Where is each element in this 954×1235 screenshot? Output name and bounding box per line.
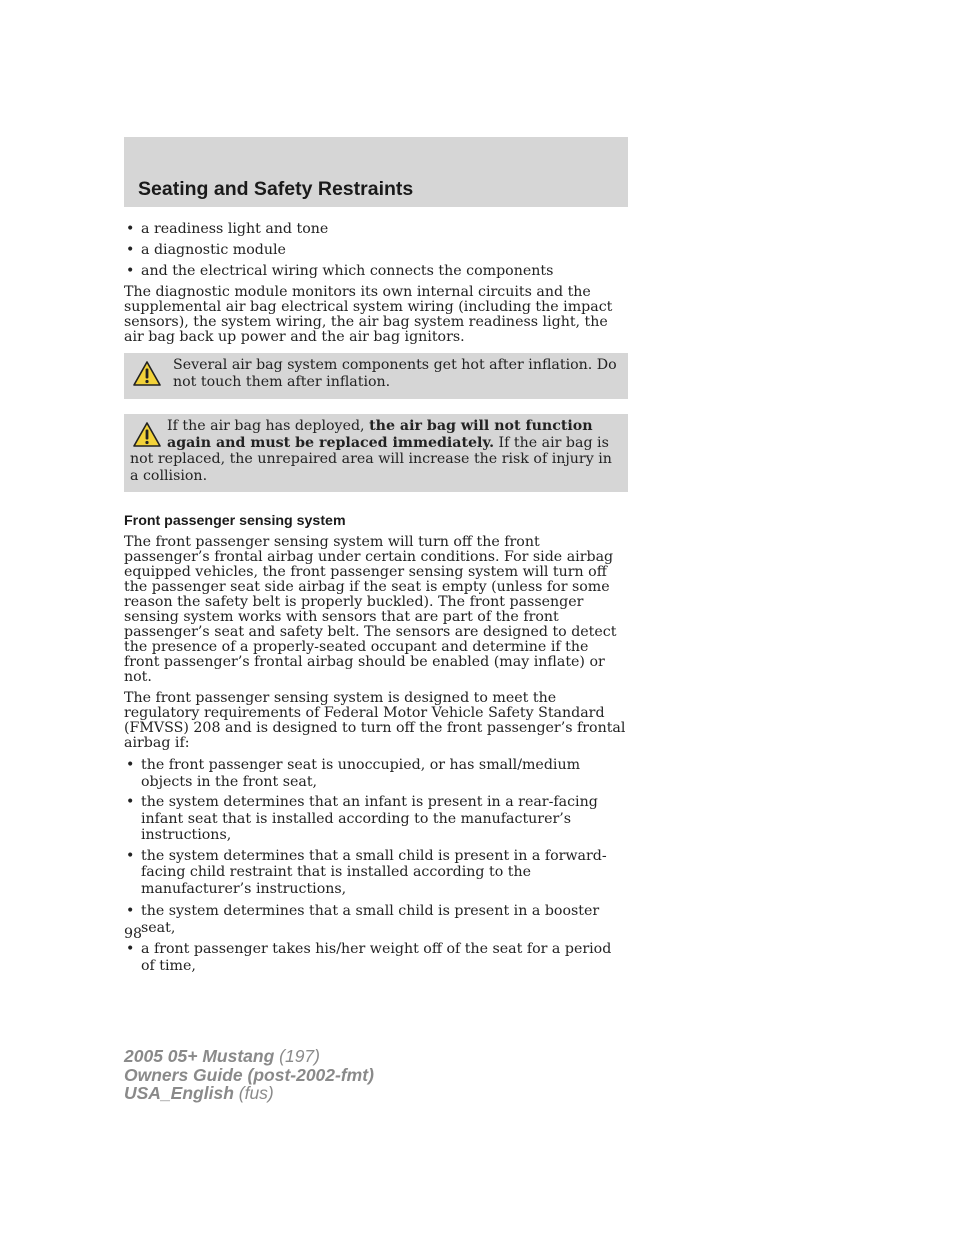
warning-triangle-icon [132, 360, 162, 387]
components-list [124, 222, 628, 285]
intro-paragraph: The diagnostic module monitors its own internal circuits and the supplemental air bag electrical system wiring (including the impact sensors), the system wiring, the air bag system readiness light, the air bag back up power and the air bag ignitors. [124, 284, 613, 345]
components-list-block [124, 222, 628, 345]
document-footer [124, 1047, 374, 1103]
footer-language: USA_English [124, 1083, 234, 1103]
list-item: • a readiness light and tone [124, 222, 628, 243]
warning-text-before: If the air bag has deployed, [167, 418, 370, 434]
list-item: • a diagnostic module [124, 243, 628, 264]
section-title: Seating and Safety Restraints [138, 178, 414, 200]
section-heading: Front passenger sensing system [124, 513, 346, 529]
list-item: • and the electrical wiring which connects the components [124, 264, 628, 285]
section-body [124, 535, 628, 974]
conditions-list [124, 757, 628, 974]
section-header-band [124, 137, 628, 207]
footer-guide: Owners Guide (post-2002-fmt) [124, 1064, 374, 1085]
list-item: • the system determines that an infant is present in a rear-facing infant seat that is installed according to the manufacturer’s instructions, [124, 794, 628, 844]
warning-text: Several air bag system components get hot after inflation. Do not touch them after inflation. [173, 357, 617, 390]
list-item: • the system determines that a small child is present in a forward-facing child restraint that is installed according to the manufacturer’s instructions, [124, 848, 628, 898]
warning-text-bold: the air bag will not function again and must be replaced immediately. [167, 418, 593, 451]
warning-text-after: If the air bag is not replaced, the unrepaired area will increase the risk of injury in a collision. [130, 434, 612, 484]
section-paragraph-1: The front passenger sensing system will turn off the front passenger’s frontal airbag under certain conditions. For side airbag equipped vehicles, the front passenger sensing system will turn off the passenger seat side airbag if the seat is empty (unless for some reason the safety belt is properly buckled). The front passenger sensing system works with sensors that are part of the front passenger’s seat and safety belt. The sensors are designed to detect the presence of a properly-seated occupant and determine if the front passenger’s frontal airbag should be enabled (may inflate) or not. [124, 534, 617, 685]
section-paragraph-2: The front passenger sensing system is designed to meet the regulatory requirements of Federal Motor Vehicle Safety Standard (FMVSS) 208 and is designed to turn off the front passenger’s frontal airbag if: [124, 690, 626, 751]
warning-triangle-icon [132, 421, 162, 448]
footer-line-3 [124, 1084, 374, 1103]
footer-model-code: (197) [274, 1046, 320, 1066]
footer-line-1 [124, 1047, 374, 1066]
footer-model: 2005 05+ Mustang [124, 1046, 275, 1066]
list-item: • a front passenger takes his/her weight off of the seat for a period of time, [124, 941, 628, 974]
footer-line-2 [124, 1066, 374, 1085]
warning-box-deployed-airbag [124, 414, 628, 492]
footer-language-code: (fus) [233, 1083, 274, 1103]
list-item: • the system determines that a small child is present in a booster seat, [124, 903, 628, 936]
warning-box-hot-components [124, 353, 628, 399]
list-item: • the front passenger seat is unoccupied, or has small/medium objects in the front seat, [124, 757, 628, 790]
page-number: 98 [124, 926, 143, 942]
